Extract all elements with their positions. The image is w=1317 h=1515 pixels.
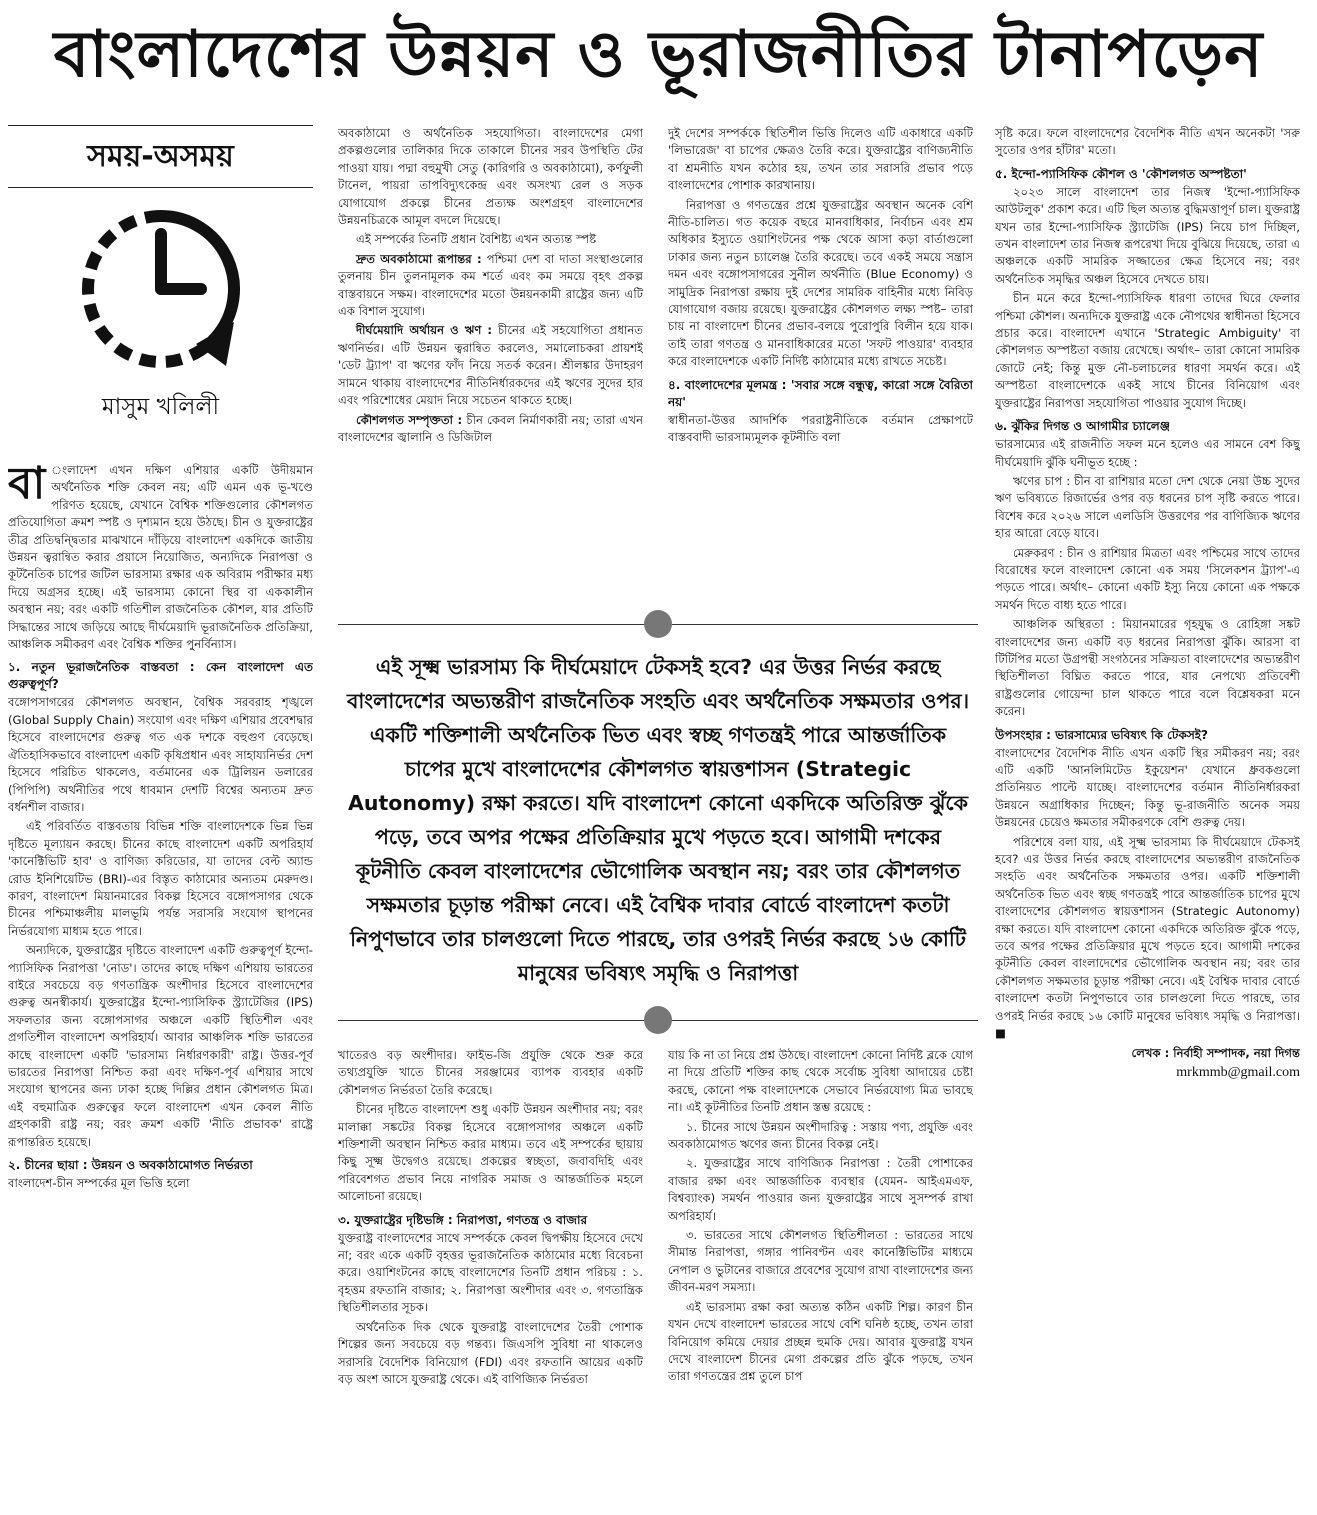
column-2-bottom [338,1047,643,1502]
headline: বাংলাদেশের উন্নয়ন ও ভূরাজনীতির টানাপড়েন [53,18,1264,92]
paragraph: আঞ্চলিক অস্থিরতা : মিয়ানমারের গৃহযুদ্ধ ও রোহিঙ্গা সঙ্কট বাংলাদেশের জন্য একটি বড় ধরনের নিরাপত্তা ঝুঁকি। আরসা বা টিটিপির মতো উগ্রপন্থী সংগঠনের সক্রিয়তা বাংলাদেশের অভ্যন্তরীণ স্থিতিশীলতা বিঘ্নিত করতে পারে, যার নেপথ্যে প্রতিবেশী রাষ্ট্রগুলোর গোয়েন্দা চাল থাকতে পারে বলে বিশ্লেষকরা মনে করেন। [995,617,1300,719]
paragraph: বাংলাদেশ-চীন সম্পর্কের মূল ভিত্তি হলো [8,1176,190,1191]
paragraph: বাংলাদেশের বৈদেশিক নীতি এখন একটি স্থির সমীকরণ নয়; বরং এটি একটি 'আনলিমিটেড ইকুয়েশন' যেখানে ধ্রুবকগুলো প্রতিনিয়ত পাল্টে যাচ্ছে। বাংলাদেশের বর্তমান নীতিনির্ধারকরা উন্নয়নে অগ্রাধিকার দিচ্ছেন; কিন্তু ভূ-রাজনীতি অনেক সময় উন্নয়নের চেয়েও ক্ষমতার সমীকরণকে বেশি গুরুত্ব দেয়। [995,745,1300,830]
paragraph: ভারসাম্যের এই রাজনীতি সফল মনে হলেও এর সামনে বেশ কিছু দীর্ঘমেয়াদি ঝুঁকি ঘনীভূত হচ্ছে : [995,437,1300,469]
paragraph: অর্থনৈতিক দিক থেকে যুক্তরাষ্ট্র বাংলাদেশের তৈরী পোশাক শিল্পের জন্য সবচেয়ে বড় গন্তব্য। জিএসপি সুবিধা না থাকলেও সরাসরি বৈদেশিক বিনিয়োগ (FDI) এবং রফতানি আয়ের একটি বড় অংশ আসে যুক্তরাষ্ট্র থেকে। এই বাণিজ্যিক নির্ভরতা [338,1319,643,1386]
paragraph: অবকাঠামো ও অর্থনৈতিক সহযোগিতা। বাংলাদেশের মেগা প্রকল্পগুলোর তালিকার দিকে তাকালে চীনের সরব উপস্থিতি টের পাওয়া যায়। পদ্মা বহুমুখী সেতু (কারিগরি ও অবকাঠামো), কর্ণফুলী টানেল, পায়রা তাপবিদ্যুৎকেন্দ্র এবং অসংখ্য রেল ও সড়ক যোগাযোগ প্রকল্পে চীনের প্রত্যক্ষ অংশগ্রহণ বাংলাদেশের উন্নয়নচিত্রকে আমূল বদলে দিয়েছে। [338,126,643,228]
column-4 [995,125,1300,1505]
bold-lead: দীর্ঘমেয়াদি অর্থায়ন ও ঋণ : [356,323,493,338]
paragraph: ৩. ভারতের সাথে কৌশলগত স্থিতিশীলতা : ভারতের সাথে সীমান্ত নিরাপত্তা, গঙ্গার পানিবণ্টন এবং কানেক্টিভিটির মাধ্যমে নেপাল ও ভুটানের বাজারে প্রবেশের সুযোগ রাখা বাংলাদেশের জন্য জীবন-মরণ সমস্যা। [668,1228,973,1295]
bullet-dot [644,1006,672,1034]
section-heading-2: ২. চীনের ছায়া : উন্নয়ন ও অবকাঠামোগত নির্ভরতা [8,1158,253,1173]
paragraph: বঙ্গোপসাগরের কৌশলগত অবস্থান, বৈশ্বিক সরবরাহ শৃঙ্খলে (Global Supply Chain) সংযোগ এবং দক্ষিণ এশিয়ার প্রবেশদ্বার হিসেবে বাংলাদেশের গুরুত্ব গত এক দশকে বহুগুণ বেড়েছে। ঐতিহাসিকভাবে বাংলাদেশ একটি কৃষিপ্রধান এবং সাহায্যনির্ভর দেশ হিসেবে পরিচিত থাকলেও, বর্তমানের এক ট্রিলিয়ন ডলারের (পিপিপি) অর্থনীতির পথে ধাবমান দেশটি বিশ্বের অন্যতম দ্রুত বর্ধনশীল বাজার। [8,695,313,814]
paragraph: যায় কি না তা নিয়ে প্রশ্ন উঠছে। বাংলাদেশ কোনো নির্দিষ্ট ব্লকে যোগ না দিয়ে প্রতিটি শক্তির কাছ থেকে সর্বোচ্চ সুবিধা আদায়ের চেষ্টা করছে, কোনো পক্ষ বাংলাদেশকে সেভাবে নির্ভরযোগ্য মিত্র ভাবছে না। এই কূটনীতির তিনটি প্রধান স্তম্ভ রয়েছে : [668,1048,973,1115]
column-3-bottom [668,1047,973,1502]
paragraph: স্বাধীনতা-উত্তর আদর্শিক পররাষ্ট্রনীতিকে বর্তমান প্রেক্ষাপটে বাস্তববাদী ভারসাম্যমূলক কূটনীতি বলা [668,412,973,445]
section-heading-1: ১. নতুন ভূরাজনৈতিক বাস্তবতা : কেন বাংলাদেশ এত গুরুত্বপূর্ণ? [8,660,313,692]
paragraph: নিরাপত্তা ও গণতন্ত্রের প্রশ্নে যুক্তরাষ্ট্রের অবস্থান অনেক বেশি নীতি-চালিত। গত কয়েক বছরে মানবাধিকার, নির্বাচন এবং শ্রম অধিকার ইস্যুতে ওয়াশিংটনের পক্ষ থেকে আসা কড়া বার্তাগুলো ঢাকার জন্য নতুন চ্যালেঞ্জ তৈরি করেছে। তবে একই সময়ে সন্ত্রাস দমন এবং বঙ্গোপসাগরের সুনীল অর্থনীতি (Blue Economy) ও সামুদ্রিক নিরাপত্তা রক্ষায় দুই দেশের সামরিক বাহিনীর মধ্যে নিবিড় যোগাযোগ বজায় রয়েছে। যুক্তরাষ্ট্রের কৌশলগত লক্ষ্য স্পষ্ট– তারা চায় না বাংলাদেশ চীনের প্রভাব-বলয়ে পুরোপুরি বিলীন হয়ে যাক। তাই তারা গণতন্ত্র ও মানবাধিকারের মতো 'সফট পাওয়ার' ব্যবহার করে বাংলাদেশকে একটি নির্দিষ্ট কাঠামোর মধ্যে রাখতে সচেষ্ট। [668,197,973,369]
pull-quote: এই সূক্ষ্ম ভারসাম্য কি দীর্ঘমেয়াদে টেকসই হবে? এর উত্তর নির্ভর করছে বাংলাদেশের অভ্যন্তরীণ রাজনৈতিক সংহতি এবং অর্থনৈতিক সক্ষমতার ওপর। একটি শক্তিশালী অর্থনৈতিক ভিত এবং স্বচ্ছ গণতন্ত্রই পারে আন্তর্জাতিক চাপের মুখে বাংলাদেশের কৌশলগত স্বায়ত্তশাসন (Strategic Autonomy) রক্ষা করতে। যদি বাংলাদেশ কোনো একদিকে অতিরিক্ত ঝুঁকে পড়ে, তবে অপর পক্ষের প্রতিক্রিয়ার মুখে পড়তে হবে। আগামী দশকের কূটনীতি কেবল বাংলাদেশের ভৌগোলিক অবস্থান নয়; বরং তার কৌশলগত সক্ষমতার চূড়ান্ত পরীক্ষা নেবে। এই বৈশ্বিক দাবার বোর্ডে বাংলাদেশ কতটা নিপুণভাবে তার চালগুলো দিতে পারছে, তার ওপরই নির্ভর করছে ১৬ কোটি মানুষের ভবিষ্যৎ সমৃদ্ধি ও নিরাপত্তা [346,655,970,985]
paragraph: যুক্তরাষ্ট্র বাংলাদেশের সাথে সম্পর্ককে কেবল দ্বিপক্ষীয় হিসেবে দেখে না; বরং একে একটি বৃহত্তর ভূরাজনৈতিক কাঠামোর মধ্যে বিবেচনা করে। ওয়াশিংটনের কাছে বাংলাদেশের তিনটি প্রধান পরিচয় : ১. বৃহত্তম রফতানি বাজার; ২. নিরাপত্তা অংশীদার এবং ৩. গণতান্ত্রিক স্থিতিশীলতার সূচক। [338,1230,643,1315]
paragraph: চীনের দৃষ্টিতে বাংলাদেশ শুধু একটি উন্নয়ন অংশীদার নয়; বরং মালাক্কা সঙ্কটের বিকল্প হিসেবে বঙ্গোপসাগর অঞ্চলে একটি শক্তিশালী অবস্থান নিশ্চিত করার মাধ্যম। তবে এই সম্পর্কের ছায়ায় কিছু সূক্ষ্ম উদ্বেগও রয়েছে। প্রকল্পের স্বচ্ছতা, জবাবদিহি এবং পরিবেশগত প্রভাব নিয়ে নাগরিক সমাজ ও আন্তর্জাতিক মহলে আলোচনা রয়েছে। [338,1102,643,1204]
column-name: সময়-অসময় [87,139,234,174]
pull-quote-box [338,608,978,1028]
paragraph: খাতেরও বড় অংশীদার। ফাইভ-জি প্রযুক্তি থেকে শুরু করে তথ্যপ্রযুক্তি খাতে চীনের সরঞ্জামের ব্যাপক ব্যবহার একটি কৌশলগত নির্ভরতা তৈরি করেছে। [338,1048,643,1097]
intro-paragraph: ংলাদেশ এখন দক্ষিণ এশিয়ার একটি উদীয়মান অর্থনৈতিক শক্তি কেবল নয়; এটি এমন এক ভূ-খণ্ডে পরিণত হয়েছে, যেখানে বৈশ্বিক শক্তিগুলোর কৌশলগত প্রতিযোগিতা ক্রমশ স্পষ্ট ও দৃশ্যমান হয়ে উঠছে। চীন ও যুক্তরাষ্ট্রের তীব্র প্রতিদ্বন্দ্বিতার মাঝখানে দাঁড়িয়ে বাংলাদেশ একদিকে জাতীয় উন্নয়ন ত্বরান্বিত করার প্রয়াসে নিয়োজিত, অন্যদিকে নিরাপত্তা ও কূটনৈতিক চাপের জটিল ভারসাম্য রক্ষার এক অবিরাম পরীক্ষার মধ্য দিয়ে অগ্রসর হচ্ছে। এই ভারসাম্য কোনো স্থির বা এককালীন অবস্থান নয়; বরং একটি গতিশীল রাজনৈতিক কৌশল, যার প্রতিটি সিদ্ধান্তের সাথে জড়িয়ে আছে দীর্ঘমেয়াদি ভূরাজনৈতিক প্রতিক্রিয়া, আঞ্চলিক সমীকরণ এবং বৈশ্বিক শক্তির পুনর্বিন্যাস। [8,463,313,652]
column-header [8,125,313,427]
section-heading-conclusion: উপসংহার : ভারসাম্যের ভবিষ্যৎ কি টেকসই? [995,727,1208,742]
paragraph: পরিশেষে বলা যায়, এই সূক্ষ্ম ভারসাম্য কি দীর্ঘমেয়াদে টেকসই হবে? এর উত্তর নির্ভর করছে বাংলাদেশের অভ্যন্তরীণ রাজনৈতিক সংহতি এবং অর্থনৈতিক সক্ষমতার ওপর। একটি শক্তিশালী অর্থনৈতিক ভিত এবং স্বচ্ছ গণতন্ত্রই পারে আন্তর্জাতিক চাপের মুখে বাংলাদেশের কৌশলগত স্বায়ত্তশাসন (Strategic Autonomy) রক্ষা করতে। যদি বাংলাদেশ কোনো একদিকে অতিরিক্ত ঝুঁকে পড়ে, তবে অপর পক্ষের প্রতিক্রিয়ার মুখে পড়তে হবে। আগামী দশকের কূটনীতি কেবল বাংলাদেশের ভৌগোলিক অবস্থান নয়; বরং তার কৌশলগত সক্ষমতার চূড়ান্ত পরীক্ষা নেবে। এই বৈশ্বিক দাবার বোর্ডে বাংলাদেশ কতটা নিপুণভাবে তার চালগুলো দিতে পারছে, তার ওপরই নির্ভর করছে ১৬ কোটি মানুষের ভবিষ্যৎ সমৃদ্ধি ও নিরাপত্তা। ■ [995,834,1300,1041]
paragraph: ১. চীনের সাথে উন্নয়ন অংশীদারিত্ব : সস্তায় পণ্য, প্রযুক্তি এবং অবকাঠামোগত ঋণের জন্য চীনের বিকল্প নেই। [668,1119,973,1152]
section-heading-6: ৬. ঝুঁকির দিগন্ত ও আগামীর চ্যালেঞ্জ [995,419,1170,434]
divider [8,187,313,188]
paragraph: ঋণের চাপ : চীন বা রাশিয়ার মতো দেশ থেকে নেয়া উচ্চ সুদের ঋণ ভবিষ্যতে রিজার্ভের ওপর বড় ধরনের চাপ সৃষ্টি করতে পারে। বিশেষ করে ২০২৬ সালে এলডিসি উত্তরণের পর বাণিজ্যিক ঋণের হার আরো বেড়ে যাবে। [995,473,1300,541]
paragraph: দুই দেশের সম্পর্ককে স্থিতিশীল ভিত্তি দিলেও এটি একাধারে একটি 'লিভারেজ' বা চাপের ক্ষেত্রও তৈরি করে। যুক্তরাষ্ট্রের বাণিজ্যনীতি বা শ্রমনীতি যখন কঠোর হয়, তখন তার সরাসরি প্রভাব পড়ে বাংলাদেশের পোশাক কারখানায়। [668,126,973,193]
writer-credit: লেখক : নির্বাহী সম্পাদক, নয়া দিগন্ত [1131,1045,1300,1060]
paragraph: ২. যুক্তরাষ্ট্রের সাথে বাণিজ্যিক নিরাপত্তা : তৈরী পোশাকের বাজার রক্ষা এবং আন্তর্জাতিক ব্যবস্থার (যেমন- আইএমএফ, বিশ্বব্যাংক) সমর্থন পাওয়ার জন্য যুক্তরাষ্ট্রের সাথে সুসম্পর্ক রাখা অপরিহার্য। [668,1156,973,1223]
paragraph: অন্যদিকে, যুক্তরাষ্ট্রের দৃষ্টিতে বাংলাদেশ একটি গুরুত্বপূর্ণ ইন্দো-প্যাসিফিক নিরাপত্তা 'নোড'। তাদের কাছে দক্ষিণ এশিয়ায় ভারতের বাইরে সবচেয়ে বড় গণতান্ত্রিক অংশীদার হিসেবে বাংলাদেশের গুরুত্ব অনস্বীকার্য। যুক্তরাষ্ট্রের ইন্দো-প্যাসিফিক স্ট্র্যাটেজির (IPS) সফলতার জন্য বঙ্গোপসাগর অঞ্চলে একটি স্থিতিশীল এবং প্রগতিশীল বাংলাদেশ অপরিহার্য। আবার আঞ্চলিক শক্তি ভারতের কাছে বাংলাদেশ একটি 'ভারসাম্য নির্ধারণকারী' রাষ্ট্র। উত্তর-পূর্ব ভারতের নিরাপত্তা নিশ্চিত করা এবং দক্ষিণ-পূর্ব এশিয়ার সাথে সংযোগ স্থাপনের জন্য ঢাকা হচ্ছে দিল্লির প্রধান কৌশলগত মিত্র। এই বহুমাত্রিক গুরুত্বের ফলে বাংলাদেশ এখন কেবল নীতি গ্রহণকারী রাষ্ট্র নয়; বরং ক্রমশ একটি 'নীতি প্রভাবক' রাষ্ট্রে রূপান্তরিত হয়েছে। [8,943,313,1149]
paragraph: চীনের এই সহযোগিতা প্রধানত ঋণনির্ভর। এটি উন্নয়ন ত্বরান্বিত করলেও, সমালোচকরা প্রায়শই 'ডেট ট্র্যাপ' বা ঋণের ফাঁদ নিয়ে সতর্ক করেন। শ্রীলঙ্কার উদাহরণ সামনে থাকায় বাংলাদেশের নীতিনির্ধারকদের এই ঋণের সুদের হার এবং পরিশোধের মেয়াদ নিয়ে সচেতন থাকতে হচ্ছে। [338,323,643,408]
paragraph: এই পরিবর্তিত বাস্তবতায় বিভিন্ন শক্তি বাংলাদেশকে ভিন্ন ভিন্ন দৃষ্টিতে মূল্যায়ন করছে। চীনের কাছে বাংলাদেশ একটি অপরিহার্য 'কানেক্টিভিটি হাব' ও বাণিজ্য করিডোর, যা তাদের বেল্ট অ্যান্ড রোড ইনিশিয়েটিভ (BRI)-এর বিস্তৃত কাঠামোর অন্যতম মেরুদণ্ড। কারণ, বাংলাদেশ মিয়ানমারের বিকল্প হিসেবে বঙ্গোপসাগর থেকে চীনের পশ্চিমাঞ্চলীয় মালভূমি পর্যন্ত সরাসরি সংযোগ স্থাপনের নির্ভরযোগ্য মাধ্যম হতে পারে। [8,819,313,938]
writer-email[interactable]: mrkmmb@gmail.com [1176,1064,1300,1080]
paragraph: মেরুকরণ : চীন ও রাশিয়ার মিত্রতা এবং পশ্চিমের সাথে তাদের বিরোধের ফলে বাংলাদেশ কোনো এক সময় 'সিলেকশন ট্র্যাপ'-এ পড়তে পারে। অর্থাৎ– কোনো একটি ইস্যু নিয়ে কোনো এক পক্ষকে সমর্থন দিতে বাধ্য হতে পারে। [995,545,1300,612]
paragraph: এই সম্পর্কের তিনটি প্রধান বৈশিষ্ট্য এখন অত্যন্ত স্পষ্ট [356,232,597,247]
column-2-top [338,125,643,595]
bold-lead: কৌশলগত সম্পৃক্ততা : [356,412,463,427]
author-name: মাসুম খলিলী [101,394,220,420]
column-1 [8,462,313,1502]
clock-icon [66,194,256,384]
paragraph: ২০২৩ সালে বাংলাদেশ তার নিজস্ব 'ইন্দো-প্যাসিফিক আউটলুক' প্রকাশ করে। এটি ছিল অত্যন্ত বুদ্ধিমত্তাপূর্ণ চাল। যুক্তরাষ্ট্র যখন তার ইন্দো-প্যাসিফিক স্ট্র্যাটেজি (IPS) নিয়ে চাপ দিচ্ছিল, তখন বাংলাদেশ তার নিজস্ব রূপরেখা দিয়ে বুঝিয়ে দিয়েছে, তারা এ অঞ্চলকে একটি সামরিক সজ্জাতের ক্ষেত্র হিসেবে নয়; বরং অর্থনৈতিক সমৃদ্ধির অঞ্চল হিসেবে দেখতে চায়। [995,184,1300,286]
section-heading-4: ৪. বাংলাদেশের মূলমন্ত্র : 'সবার সঙ্গে বন্ধুত্ব, কারো সঙ্গে বৈরিতা নয়' [668,377,973,409]
paragraph: চীন কেবল নির্মাণকারী নয়; তারা এখন বাংলাদেশের জ্বালানি ও ডিজিটাল [338,412,643,444]
paragraph: পশ্চিমা দেশ বা দাতা সংস্থাগুলোর তুলনায় চীন তুলনামূলক কম শর্তে এবং কম সময়ে বৃহৎ প্রকল্প বাস্তবায়নে সক্ষম। বাংলাদেশের মতো উন্নয়নকামী রাষ্ট্রের জন্য এটি এক বিশাল সুযোগ। [338,251,643,319]
bold-lead: দ্রুত অবকাঠামো রূপান্তর : [356,251,482,266]
dropcap: বা [8,462,46,509]
paragraph: এই ভারসাম্য রক্ষা করা অত্যন্ত কঠিন একটি শিল্প। কারণ চীন যখন দেখে বাংলাদেশ ভারতের সাথে বেশি ঘনিষ্ঠ হচ্ছে, তখন তারা বিনিয়োগ কমিয়ে দেয়ার প্রচ্ছন্ন হুমকি দেয়। আবার যুক্তরাষ্ট্র যখন দেখে বাংলাদেশ চীনের মেগা প্রকল্পের প্রতি ঝুঁকে পড়ছে, তখন তারা গণতন্ত্রের প্রশ্ন তুলে চাপ [668,1299,973,1384]
paragraph: চীন মনে করে ইন্দো-প্যাসিফিক ধারণা তাদের ঘিরে ফেলার পশ্চিমা কৌশল। অন্যদিকে যুক্তরাষ্ট্র একে নৌপথের স্বাধীনতা হিসেবে প্রচার করে। বাংলাদেশ এখানে 'Strategic Ambiguity' বা কৌশলগত অস্পষ্টতা বজায় রেখেছে। অর্থাৎ– তারা কোনো সামরিক জোটে নেই; কিন্তু মুক্ত নৌ-চলাচলের ধারণা সমর্থন করে। এই অস্পষ্টতা বাংলাদেশকে একই সাথে চীনের বিনিয়োগ এবং যুক্তরাষ্ট্রের নিরাপত্তা সহযোগিতা পাওয়ার সুযোগ দিচ্ছে। [995,291,1300,410]
paragraph: সৃষ্টি করে। ফলে বাংলাদেশের বৈদেশিক নীতি এখন অনেকটা 'সরু সুতোর ওপর হাঁটার' মতো। [995,126,1300,158]
section-heading-5: ৫. ইন্দো-প্যাসিফিক কৌশল ও 'কৌশলগত অস্পষ্টতা' [995,166,1247,181]
column-3-top [668,125,973,595]
section-heading-3: ৩. যুক্তরাষ্ট্রের দৃষ্টিভঙ্গি : নিরাপত্তা, গণতন্ত্র ও বাজার [338,1212,588,1227]
bullet-dot [644,610,672,638]
